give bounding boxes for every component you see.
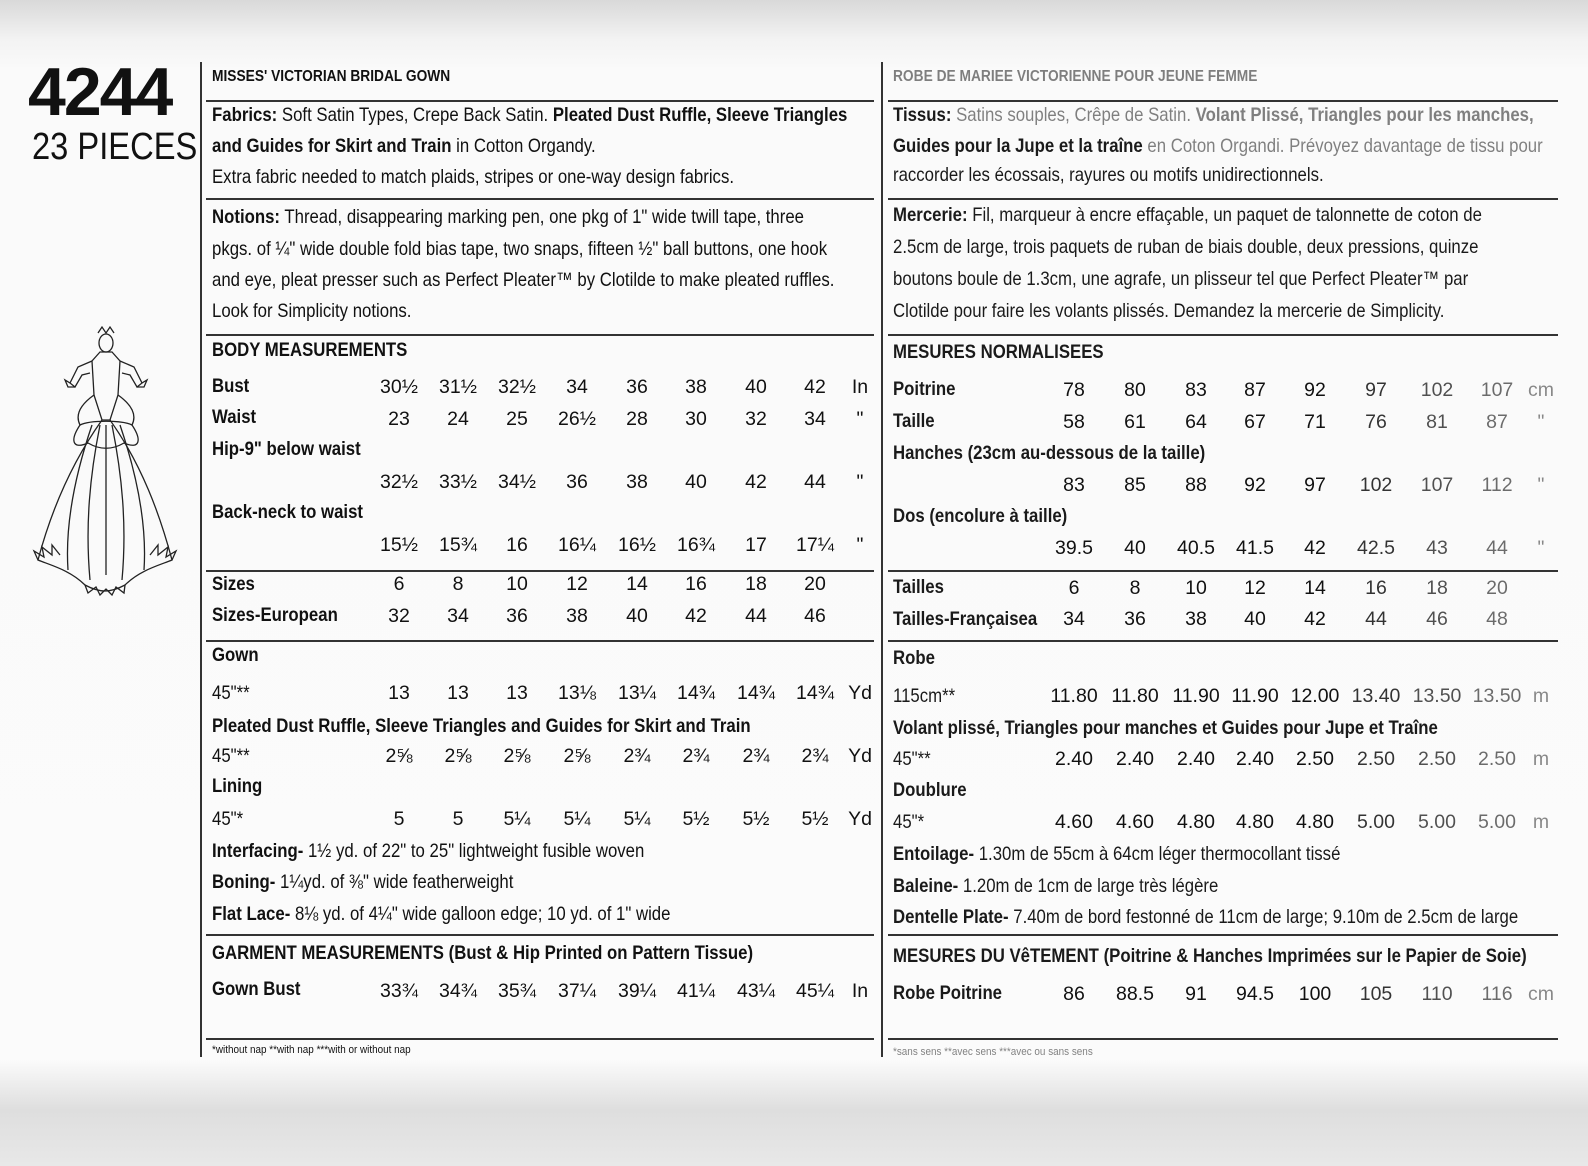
interfacing-label: Interfacing- <box>212 840 304 862</box>
table-cell: 10 <box>1185 577 1207 599</box>
garment-heading-line <box>212 942 753 964</box>
table-cell: 33½ <box>439 471 477 493</box>
table-cell: 48 <box>1486 608 1508 630</box>
table-cell: 38 <box>1185 608 1207 630</box>
rule <box>888 100 1558 102</box>
table-cell: 6 <box>1068 577 1080 599</box>
table-cell: 2.40 <box>1055 748 1093 770</box>
table-cell: 8 <box>452 573 464 595</box>
mercerie-label: Mercerie: <box>893 204 968 226</box>
table-cell: 11.90 <box>1231 685 1279 707</box>
fabrics-bold: and Guides for Skirt and Train <box>212 135 452 157</box>
fabrics-line-2 <box>212 135 596 157</box>
rule <box>206 1038 874 1040</box>
baleine-label: Baleine- <box>893 875 959 897</box>
rule <box>888 570 1558 572</box>
notions-line-2: pkgs. of ¼" wide double fold bias tape, two snaps, fifteen ½" ball buttons, one hook <box>212 238 828 260</box>
table-cell: 44 <box>745 605 767 627</box>
table-cell: 4.80 <box>1296 811 1334 833</box>
rule <box>206 100 874 102</box>
table-cell: 40 <box>626 605 648 627</box>
table-cell: 15¾ <box>439 534 477 556</box>
table-cell: 31½ <box>439 376 477 398</box>
table-cell: " <box>856 408 864 430</box>
row-label: Poitrine <box>893 378 956 400</box>
table-cell: 42.5 <box>1357 537 1395 559</box>
title-fr: ROBE DE MARIEE VICTORIENNE POUR JEUNE FEMME <box>893 68 1258 85</box>
table-cell: 16½ <box>618 534 656 556</box>
table-cell: 44 <box>1486 537 1508 559</box>
table-cell: 86 <box>1063 983 1085 1005</box>
tissus-line-1 <box>893 104 1534 126</box>
piece-count: 23 PIECES <box>32 126 198 168</box>
body-measurements-heading: BODY MEASUREMENTS <box>212 339 408 361</box>
table-cell: 107 <box>1420 474 1454 496</box>
table-cell: 11.80 <box>1050 685 1098 707</box>
table-cell: 41¼ <box>677 980 715 1002</box>
fabrics-bold: Pleated Dust Ruffle, Sleeve Triangles <box>552 104 848 126</box>
table-cell: 110 <box>1421 983 1453 1005</box>
rule <box>888 640 1558 642</box>
table-cell: 4.60 <box>1055 811 1093 833</box>
fabrics-text: Soft Satin Types, Crepe Back Satin. <box>281 104 549 126</box>
table-cell: 30½ <box>380 376 418 398</box>
fabrics-label: Fabrics: <box>212 104 278 126</box>
footnote-en: *without nap **with nap ***with or without nap <box>212 1044 411 1056</box>
table-cell: 39¼ <box>618 980 656 1002</box>
table-cell: 5.00 <box>1418 811 1456 833</box>
table-cell: 39.5 <box>1055 537 1093 559</box>
row-label: Hanches (23cm au-dessous de la taille) <box>893 442 1206 464</box>
tissus-bold: Guides pour la Jupe et la traîne <box>893 135 1143 157</box>
table-cell: 26½ <box>558 408 596 430</box>
table-cell: 87 <box>1486 411 1508 433</box>
table-cell: 80 <box>1124 379 1146 401</box>
entoilage-label: Entoilage- <box>893 843 975 865</box>
rule <box>206 198 874 200</box>
table-cell: 20 <box>1486 577 1508 599</box>
table-cell: 97 <box>1365 379 1387 401</box>
table-cell: 42 <box>804 376 826 398</box>
row-label: Tailles-Françaisea <box>893 608 1038 630</box>
table-cell: 24 <box>447 408 469 430</box>
table-cell: 36 <box>566 471 588 493</box>
rule <box>206 640 874 642</box>
boning-text: 1¼yd. of ⅜" wide featherweight <box>279 871 514 893</box>
table-cell: 32 <box>388 605 410 627</box>
notions-line-1 <box>212 206 804 228</box>
row-width: 45"** <box>212 745 250 767</box>
table-cell: 2.40 <box>1116 748 1154 770</box>
table-cell: 5 <box>452 808 464 830</box>
row-label: Volant plissé, Triangles pour manches et Guides pour Jupe et Traîne <box>893 717 1438 739</box>
table-cell: 14 <box>626 573 648 595</box>
table-cell: 38 <box>685 376 707 398</box>
mercerie-line-1 <box>893 204 1482 226</box>
row-label: Sizes <box>212 573 255 595</box>
table-cell: 5½ <box>801 808 829 830</box>
vetement-heading-line <box>893 945 1527 967</box>
dentelle-line <box>893 906 1518 928</box>
mercerie-line-2: 2.5cm de large, trois paquets de ruban de biais double, deux pressions, quinze <box>893 236 1479 258</box>
table-cell: 14¾ <box>796 682 834 704</box>
table-cell: " <box>856 534 864 556</box>
table-cell: Yd <box>848 745 872 767</box>
table-cell: 17¼ <box>796 534 834 556</box>
notions-line-3: and eye, pleat presser such as Perfect Pleater™ by Clotilde to make pleated ruffles. <box>212 269 835 291</box>
table-cell: 16 <box>1365 577 1387 599</box>
table-cell: 5½ <box>682 808 710 830</box>
table-cell: 2⅝ <box>385 745 413 767</box>
table-cell: In <box>851 376 869 398</box>
table-cell: 107 <box>1480 379 1514 401</box>
table-cell: 36 <box>1124 608 1146 630</box>
table-cell: 13⅛ <box>558 682 596 704</box>
table-cell: 40.5 <box>1177 537 1215 559</box>
row-width: 115cm** <box>893 685 956 707</box>
table-cell: 32 <box>745 408 767 430</box>
table-cell: 13.50 <box>1472 685 1522 707</box>
fabrics-line-3: Extra fabric needed to match plaids, stripes or one-way design fabrics. <box>212 166 734 188</box>
row-label: Lining <box>212 775 263 797</box>
table-cell: 38 <box>566 605 588 627</box>
table-cell: 44 <box>804 471 826 493</box>
gown-illustration <box>30 325 180 600</box>
table-cell: 76 <box>1365 411 1387 433</box>
notions-text: Thread, disappearing marking pen, one pkg of 1" wide twill tape, three <box>284 206 804 228</box>
tissus-label: Tissus: <box>893 104 952 126</box>
boning-line <box>212 871 513 893</box>
row-label: Pleated Dust Ruffle, Sleeve Triangles and Guides for Skirt and Train <box>212 715 751 737</box>
table-cell: 5.00 <box>1357 811 1395 833</box>
table-cell: 105 <box>1359 983 1393 1005</box>
dentelle-text: 7.40m de bord festonné de 11cm de large; 9.10m de 2.5cm de large <box>1013 906 1519 928</box>
mesures-heading: MESURES NORMALISEES <box>893 341 1104 363</box>
mercerie-text: Fil, marqueur à encre effaçable, un paquet de talonnette de coton de <box>972 204 1482 226</box>
table-cell: 64 <box>1185 411 1207 433</box>
table-cell: 42 <box>1304 537 1326 559</box>
garment-heading: GARMENT MEASUREMENTS <box>212 942 444 964</box>
table-cell: 34 <box>1063 608 1085 630</box>
table-cell: 42 <box>1304 608 1326 630</box>
table-cell: 12 <box>566 573 588 595</box>
table-cell: 40 <box>1124 537 1146 559</box>
table-cell: 44 <box>1365 608 1387 630</box>
boning-label: Boning- <box>212 871 276 893</box>
table-cell: 18 <box>745 573 767 595</box>
table-cell: 13 <box>447 682 469 704</box>
rule <box>888 198 1558 200</box>
table-cell: 2.50 <box>1418 748 1456 770</box>
fabrics-text: in Cotton Organdy. <box>456 135 596 157</box>
tissus-text: Satins souples, Crêpe de Satin. <box>956 104 1192 126</box>
table-cell: 85 <box>1124 474 1146 496</box>
table-cell: 28 <box>626 408 648 430</box>
baleine-line <box>893 875 1218 897</box>
table-cell: 92 <box>1244 474 1266 496</box>
table-cell: 42 <box>745 471 767 493</box>
table-cell: 20 <box>804 573 826 595</box>
table-cell: 14¾ <box>677 682 715 704</box>
table-cell: 13 <box>388 682 410 704</box>
entoilage-line <box>893 843 1340 865</box>
table-cell: " <box>856 471 864 493</box>
table-cell: 91 <box>1185 983 1207 1005</box>
table-cell: 2.50 <box>1296 748 1334 770</box>
table-cell: " <box>1537 537 1545 559</box>
table-cell: 43 <box>1426 537 1448 559</box>
title-en: MISSES' VICTORIAN BRIDAL GOWN <box>212 68 451 85</box>
table-cell: 4.60 <box>1116 811 1154 833</box>
row-label: Robe Poitrine <box>893 982 1003 1004</box>
table-cell: cm <box>1528 379 1554 401</box>
row-label: Gown <box>212 644 259 666</box>
table-cell: 88 <box>1185 474 1207 496</box>
fabrics-line-1 <box>212 104 847 126</box>
row-label: Bust <box>212 375 250 397</box>
table-cell: 43¼ <box>737 980 775 1002</box>
row-width: 45"** <box>893 748 931 770</box>
table-cell: 37¼ <box>558 980 596 1002</box>
table-cell: 4.80 <box>1236 811 1274 833</box>
mercerie-line-4: Clotilde pour faire les volants plissés. Demandez la mercerie de Simplicity. <box>893 300 1445 322</box>
table-cell: 2¾ <box>801 745 829 767</box>
table-cell: 16¼ <box>558 534 596 556</box>
table-cell: 6 <box>393 573 405 595</box>
interfacing-line <box>212 840 644 862</box>
garment-subheading: (Bust & Hip Printed on Pattern Tissue) <box>448 942 754 964</box>
table-cell: 102 <box>1420 379 1454 401</box>
table-cell: 16¾ <box>677 534 715 556</box>
tissus-text: en Coton Organdi. Prévoyez davantage de tissu pour <box>1147 135 1543 157</box>
table-cell: 25 <box>506 408 528 430</box>
table-cell: 40 <box>745 376 767 398</box>
table-cell: 46 <box>804 605 826 627</box>
table-cell: 30 <box>685 408 707 430</box>
notions-line-4: Look for Simplicity notions. <box>212 300 412 322</box>
table-cell: 83 <box>1185 379 1207 401</box>
table-cell: 78 <box>1063 379 1085 401</box>
table-cell: 38 <box>626 471 648 493</box>
rule <box>206 934 874 936</box>
table-cell: 42 <box>685 605 707 627</box>
table-cell: 13¼ <box>618 682 656 704</box>
row-width: 45"** <box>212 682 250 704</box>
rule <box>888 1038 1558 1040</box>
table-cell: 34 <box>447 605 469 627</box>
table-cell: Yd <box>848 808 872 830</box>
table-cell: 92 <box>1304 379 1326 401</box>
tissus-bold: Volant Plissé, Triangles pour les manches, <box>1195 104 1534 126</box>
table-cell: 35¾ <box>498 980 536 1002</box>
table-cell: 5¼ <box>563 808 591 830</box>
lace-label: Flat Lace- <box>212 903 291 925</box>
dentelle-label: Dentelle Plate- <box>893 906 1009 928</box>
table-cell: 12 <box>1244 577 1266 599</box>
tissus-line-2 <box>893 135 1543 157</box>
lace-line <box>212 903 670 925</box>
mercerie-line-3: boutons boule de 1.3cm, une agrafe, un plisseur tel que Perfect Pleater™ par <box>893 268 1469 290</box>
footnote-fr: *sans sens **avec sens ***avec ou sans sens <box>893 1046 1093 1058</box>
table-cell: 2¾ <box>742 745 770 767</box>
table-cell: 5¼ <box>503 808 531 830</box>
table-cell: " <box>1537 411 1545 433</box>
table-cell: 102 <box>1359 474 1393 496</box>
rule <box>206 570 874 572</box>
table-cell: 2⅝ <box>444 745 472 767</box>
table-cell: 71 <box>1304 411 1326 433</box>
vetement-subheading: (Poitrine & Hanches Imprimées sur le Papier de Soie) <box>1103 945 1527 967</box>
table-cell: 34¾ <box>439 980 477 1002</box>
table-cell: 97 <box>1304 474 1326 496</box>
table-cell: 32½ <box>498 376 536 398</box>
table-cell: 36 <box>506 605 528 627</box>
table-cell: 5½ <box>742 808 770 830</box>
column-rule-left <box>200 62 202 1057</box>
table-cell: 34 <box>566 376 588 398</box>
table-cell: 14¾ <box>737 682 775 704</box>
table-cell: 23 <box>388 408 410 430</box>
baleine-text: 1.20m de 1cm de large très légère <box>962 875 1219 897</box>
table-cell: 2¾ <box>682 745 710 767</box>
table-cell: 40 <box>685 471 707 493</box>
table-cell: 5 <box>393 808 405 830</box>
table-cell: 36 <box>626 376 648 398</box>
table-cell: 34½ <box>498 471 536 493</box>
table-cell: In <box>851 980 869 1002</box>
table-cell: 12.00 <box>1290 685 1340 707</box>
table-cell: m <box>1532 685 1550 707</box>
table-cell: 4.80 <box>1177 811 1215 833</box>
table-cell: cm <box>1528 983 1554 1005</box>
table-cell: 17 <box>745 534 767 556</box>
table-cell: 11.80 <box>1111 685 1159 707</box>
lace-text: 8⅛ yd. of 4¼" wide galloon edge; 10 yd. of 1" wide <box>294 903 671 925</box>
table-cell: " <box>1537 474 1545 496</box>
table-cell: 67 <box>1244 411 1266 433</box>
table-cell: 2.50 <box>1478 748 1516 770</box>
table-cell: 16 <box>685 573 707 595</box>
rule <box>206 334 874 336</box>
table-cell: 16 <box>506 534 528 556</box>
table-cell: 11.90 <box>1172 685 1220 707</box>
table-cell: 13 <box>506 682 528 704</box>
table-cell: Yd <box>848 682 872 704</box>
table-cell: m <box>1532 748 1550 770</box>
table-cell: 2.40 <box>1177 748 1215 770</box>
table-cell: m <box>1532 811 1550 833</box>
row-label: Sizes-European <box>212 604 338 626</box>
table-cell: 40 <box>1244 608 1266 630</box>
table-cell: 41.5 <box>1236 537 1274 559</box>
table-cell: 14 <box>1304 577 1326 599</box>
rule <box>888 334 1558 336</box>
table-cell: 100 <box>1298 983 1332 1005</box>
table-cell: 81 <box>1426 411 1448 433</box>
table-cell: 2¾ <box>623 745 651 767</box>
row-label: Back-neck to waist <box>212 501 363 523</box>
table-cell: 112 <box>1481 474 1513 496</box>
row-label: Dos (encolure à taille) <box>893 505 1068 527</box>
row-label: Gown Bust <box>212 978 301 1000</box>
rule <box>888 934 1558 936</box>
table-cell: 88.5 <box>1116 983 1154 1005</box>
row-label: Tailles <box>893 576 944 598</box>
row-label: Taille <box>893 410 935 432</box>
column-rule-center <box>881 62 883 1057</box>
table-cell: 15½ <box>380 534 418 556</box>
row-width: 45"* <box>212 808 244 830</box>
table-cell: 8 <box>1129 577 1141 599</box>
row-label: Hip-9" below waist <box>212 438 361 460</box>
table-cell: 18 <box>1426 577 1448 599</box>
table-cell: 10 <box>506 573 528 595</box>
notions-label: Notions: <box>212 206 281 228</box>
row-label: Waist <box>212 406 257 428</box>
table-cell: 2.50 <box>1357 748 1395 770</box>
table-cell: 13.40 <box>1351 685 1401 707</box>
table-cell: 46 <box>1426 608 1448 630</box>
table-cell: 13.50 <box>1412 685 1462 707</box>
row-label: Doublure <box>893 779 967 801</box>
pattern-number: 4244 <box>28 54 172 130</box>
table-cell: 2⅝ <box>563 745 591 767</box>
table-cell: 33¾ <box>380 980 418 1002</box>
interfacing-text: 1½ yd. of 22" to 25" lightweight fusible woven <box>307 840 645 862</box>
row-label: Robe <box>893 647 935 669</box>
table-cell: 116 <box>1481 983 1513 1005</box>
table-cell: 61 <box>1124 411 1146 433</box>
table-cell: 5¼ <box>623 808 651 830</box>
table-cell: 45¼ <box>796 980 834 1002</box>
table-cell: 83 <box>1063 474 1085 496</box>
table-cell: 2.40 <box>1236 748 1274 770</box>
table-cell: 94.5 <box>1236 983 1274 1005</box>
vetement-heading: MESURES DU VêTEMENT <box>893 945 1099 967</box>
table-cell: 5.00 <box>1478 811 1516 833</box>
table-cell: 32½ <box>380 471 418 493</box>
table-cell: 87 <box>1244 379 1266 401</box>
entoilage-text: 1.30m de 55cm à 64cm léger thermocollant tissé <box>978 843 1341 865</box>
row-width: 45"* <box>893 811 925 833</box>
table-cell: 58 <box>1063 411 1085 433</box>
tissus-line-3: raccorder les écossais, rayures ou motifs unidirectionnels. <box>893 164 1324 186</box>
table-cell: 34 <box>804 408 826 430</box>
table-cell: 2⅝ <box>503 745 531 767</box>
